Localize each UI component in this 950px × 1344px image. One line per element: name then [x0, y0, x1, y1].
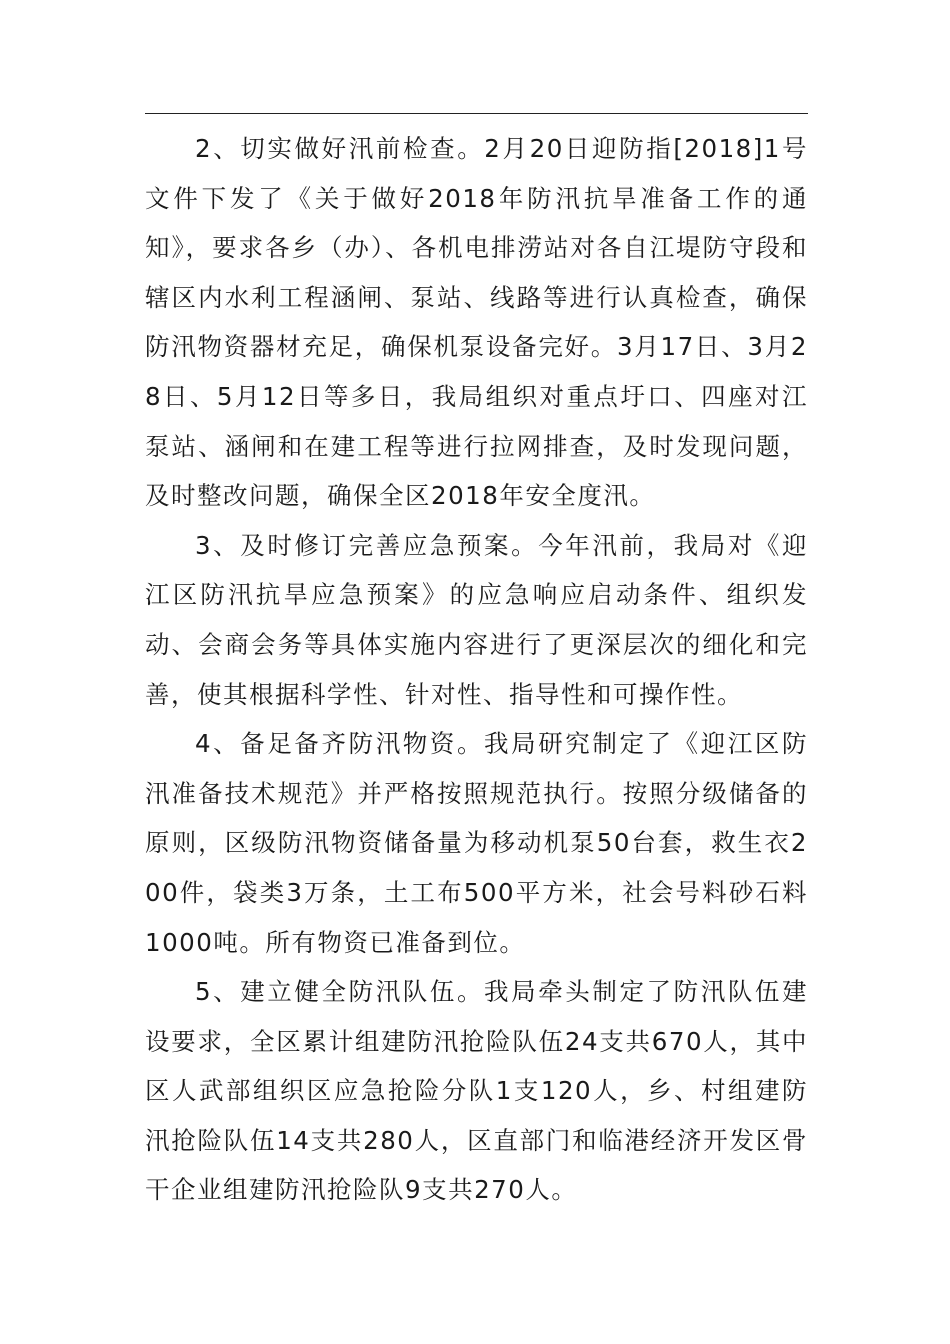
- body-text: [145, 124, 808, 1215]
- paragraph-flood-materials: 4、备足备齐防汛物资。我局研究制定了《迎江区防汛准备技术规范》并严格按照规范执行。按照分级储备的原则，区级防汛物资储备量为移动机泵50台套，救生衣200件，袋类3万条，土工布500平方米，社会号料砂石料1000吨。所有物资已准备到位。: [145, 729, 808, 957]
- paragraph-emergency-plan: 3、及时修订完善应急预案。今年汛前，我局对《迎江区防汛抗旱应急预案》的应急响应启动条件、组织发动、会商会务等具体实施内容进行了更深层次的细化和完善，使其根据科学性、针对性、指导性和可操作性。: [145, 530, 808, 709]
- paragraph-flood-inspection: 2、切实做好汛前检查。2月20日迎防指[2018]1号文件下发了《关于做好2018年防汛抗旱准备工作的通知》，要求各乡（办）、各机电排涝站对各自江堤防守段和辖区内水利工程涵闸、泵站、线路等进行认真检查，确保防汛物资器材充足，确保机泵设备完好。3月17日、3月28日、5月12日等多日，我局组织对重点圩口、四座对江泵站、涵闸和在建工程等进行拉网排查，及时发现问题，及时整改问题，确保全区2018年安全度汛。: [145, 134, 808, 511]
- paragraph-flood-teams: 5、建立健全防汛队伍。我局牵头制定了防汛队伍建设要求，全区累计组建防汛抢险队伍24支共670人，其中区人武部组织区应急抢险分队1支120人，乡、村组建防汛抢险队伍14支共280人，区直部门和临港经济开发区骨干企业组建防汛抢险队9支共270人。: [145, 977, 808, 1205]
- header-rule: [145, 113, 808, 114]
